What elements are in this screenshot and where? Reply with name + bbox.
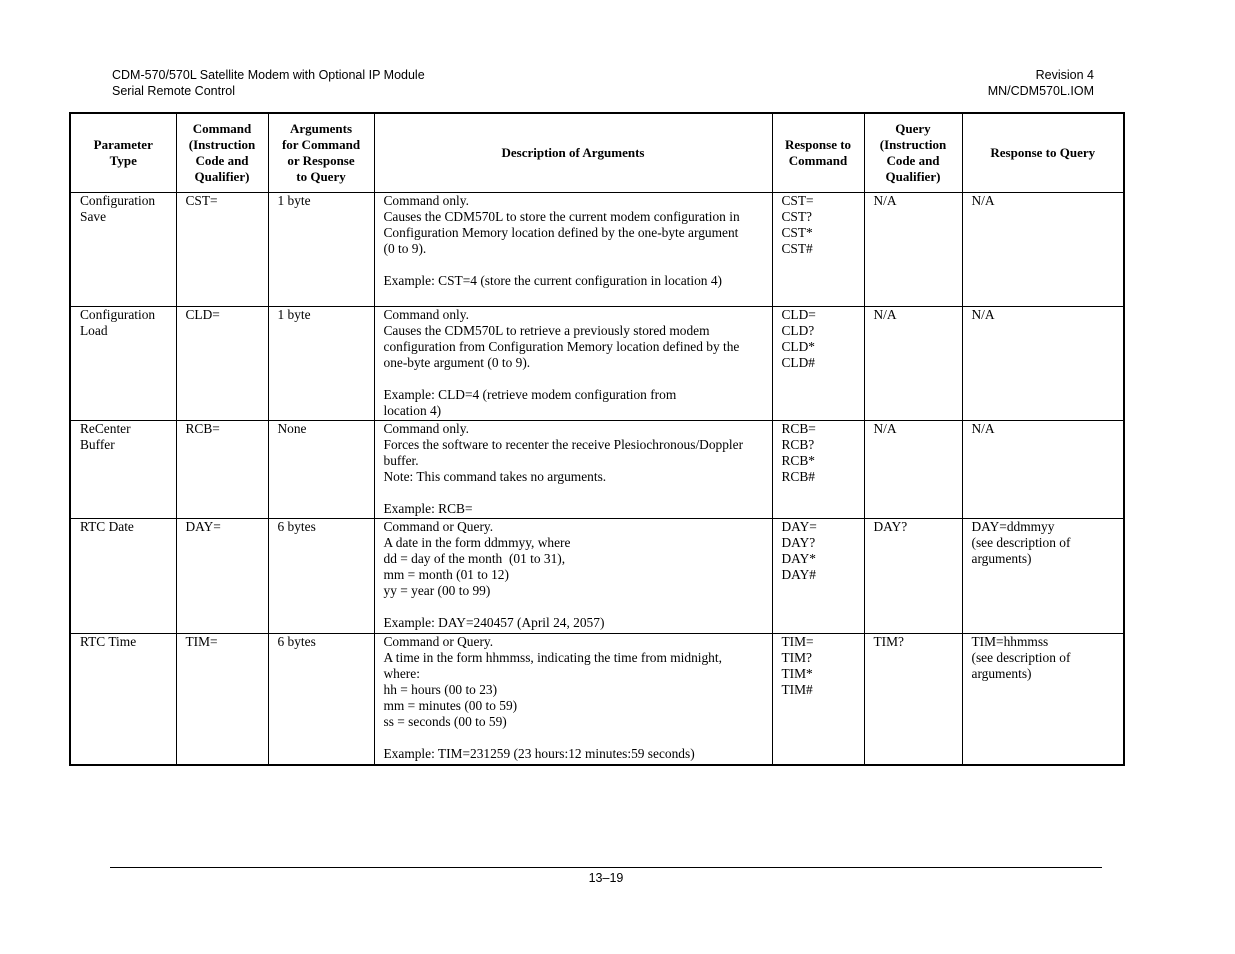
command-cell: CLD=: [176, 307, 268, 421]
section-title: Serial Remote Control: [112, 84, 235, 98]
query-response-cell: N/A: [962, 307, 1124, 421]
table-row: [70, 519, 1124, 634]
arguments-cell: 1 byte: [268, 193, 374, 307]
query-response-cell: DAY=ddmmyy (see description of arguments): [962, 519, 1124, 634]
command-cell: CST=: [176, 193, 268, 307]
column-header: Description of Arguments: [374, 113, 772, 193]
description-cell: Command only. Causes the CDM570L to retrieve a previously stored modem configuration from Configuration Memory location defined by the one-byte argument (0 to 9). Example: CLD=4 (retrieve modem configuration from location 4): [374, 307, 772, 421]
query-cell: N/A: [864, 307, 962, 421]
parameter-type-cell: Configuration Load: [70, 307, 176, 421]
response-cell: RCB= RCB? RCB* RCB#: [772, 421, 864, 519]
parameter-type-cell: Configuration Save: [70, 193, 176, 307]
description-cell: Command or Query. A time in the form hhmmss, indicating the time from midnight, where: hh = hours (00 to 23) mm = minutes (00 to 59) ss = seconds (00 to 59) Example: TIM=231259 (23 hours:12 minutes:59 seconds): [374, 634, 772, 765]
query-response-cell: TIM=hhmmss (see description of arguments): [962, 634, 1124, 765]
document-header-right: [988, 67, 1094, 99]
table-row: [70, 307, 1124, 421]
response-cell: TIM= TIM? TIM* TIM#: [772, 634, 864, 765]
parameter-type-cell: ReCenter Buffer: [70, 421, 176, 519]
description-cell: Command only. Causes the CDM570L to store the current modem configuration in Configuration Memory location defined by the one-byte argument (0 to 9). Example: CST=4 (store the current configuration in location 4): [374, 193, 772, 307]
revision-label: Revision 4: [1035, 68, 1094, 82]
command-cell: DAY=: [176, 519, 268, 634]
query-cell: TIM?: [864, 634, 962, 765]
footer-divider: [110, 867, 1102, 868]
command-table: [69, 112, 1125, 766]
arguments-cell: 6 bytes: [268, 634, 374, 765]
query-cell: DAY?: [864, 519, 962, 634]
column-header: Response to Command: [772, 113, 864, 193]
page-number: 13–19: [588, 871, 624, 885]
command-cell: RCB=: [176, 421, 268, 519]
command-cell: TIM=: [176, 634, 268, 765]
column-header: Query (Instruction Code and Qualifier): [864, 113, 962, 193]
arguments-cell: 1 byte: [268, 307, 374, 421]
document-id: MN/CDM570L.IOM: [987, 84, 1094, 98]
query-response-cell: N/A: [962, 193, 1124, 307]
column-header: Parameter Type: [70, 113, 176, 193]
response-cell: DAY= DAY? DAY* DAY#: [772, 519, 864, 634]
column-header: Response to Query: [962, 113, 1124, 193]
response-cell: CLD= CLD? CLD* CLD#: [772, 307, 864, 421]
arguments-cell: 6 bytes: [268, 519, 374, 634]
column-header: Command (Instruction Code and Qualifier): [176, 113, 268, 193]
manual-title: CDM-570/570L Satellite Modem with Optional IP Module: [112, 68, 425, 82]
parameter-type-cell: RTC Time: [70, 634, 176, 765]
table-row: [70, 421, 1124, 519]
table-row: [70, 634, 1124, 765]
response-cell: CST= CST? CST* CST#: [772, 193, 864, 307]
query-cell: N/A: [864, 421, 962, 519]
table-header-row: [70, 113, 1124, 193]
parameter-type-cell: RTC Date: [70, 519, 176, 634]
description-cell: Command or Query. A date in the form ddmmyy, where dd = day of the month (01 to 31), mm = month (01 to 12) yy = year (00 to 99) Example: DAY=240457 (April 24, 2057): [374, 519, 772, 634]
document-header-left: [112, 67, 425, 99]
description-cell: Command only. Forces the software to recenter the receive Plesiochronous/Doppler buffer. Note: This command takes no arguments. Example: RCB=: [374, 421, 772, 519]
arguments-cell: None: [268, 421, 374, 519]
query-cell: N/A: [864, 193, 962, 307]
column-header: Arguments for Command or Response to Query: [268, 113, 374, 193]
table-row: [70, 193, 1124, 307]
query-response-cell: N/A: [962, 421, 1124, 519]
